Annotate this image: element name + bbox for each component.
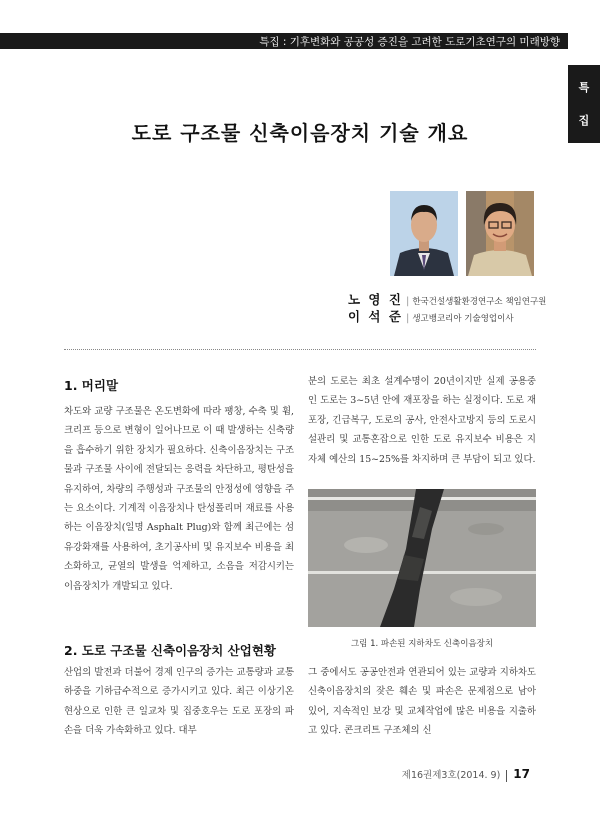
right-paragraph-2: 그 중에서도 공공안전과 연관되어 있는 교량과 지하차도 신축이음장치의 잦은 훼손 및 파손은 문제점으로 남아 있어, 지속적인 보강 및 교체작업에 많은 비용을 지출하고 있다. 콘크리트 구조체의 신 [308, 667, 536, 737]
section-1-body [64, 402, 294, 596]
dotted-divider [64, 349, 536, 350]
running-header-title: 특집 : 기후변화와 공공성 증진을 고려한 도로기초연구의 미래방향 [259, 36, 560, 48]
footer-divider [506, 770, 507, 782]
author-name: 이 석 준 [348, 309, 403, 324]
author-affiliation: 생고뱅코리아 기술영업이사 [412, 314, 514, 324]
figure-caption: 그림 1. 파손된 지하차도 신축이음장치 [350, 639, 494, 649]
section-heading-1: 1. 머리말 [64, 378, 119, 393]
author-line-2: 이 석 준 | 생고뱅코리아 기술영업이사 [348, 309, 514, 324]
author-affiliation: 한국건설생활환경연구소 책임연구원 [412, 297, 547, 307]
issue-label: 제16권제3호(2014. 9) [401, 770, 501, 781]
page-footer [402, 767, 530, 782]
section-2-paragraph: 산업의 발전과 더불어 경제 인구의 증가는 교통량과 교통하중을 기하급수적으로 증가시키고 있다. 최근 이상기온 현상으로 인한 큰 일교차 및 집중호우는 도로 포장의 파손을 더욱 가속화하고 있다. 대부 [64, 667, 294, 737]
author-photo-2 [466, 191, 534, 276]
section-heading-2: 2. 도로 구조물 신축이음장치 산업현황 [64, 643, 276, 658]
author-line-1: 노 영 진 | 한국건설생활환경연구소 책임연구원 [348, 292, 547, 307]
side-tab-char-2: 집 [578, 114, 590, 127]
author-photo-1 [390, 191, 458, 276]
author-name: 노 영 진 [348, 292, 403, 307]
side-tab-char-1: 특 [578, 81, 590, 94]
running-header-bar [0, 33, 568, 49]
right-column-body-1 [308, 372, 536, 469]
page-number: 17 [513, 767, 530, 781]
figure-damaged-expansion-joint [308, 489, 536, 627]
section-1-paragraph: 차도와 교량 구조물은 온도변화에 따라 팽창, 수축 및 휨, 크리프 등으로 변형이 일어나므로 이 때 발생하는 신축량을 흡수하기 위한 장치가 필요하다. 신축이음장치는 구조물과 구조물 사이에 전달되는 응력을 차단하고, 평탄성을 유지하여, 차량의 주행성과 구조물의 안정성에 영향을 주는 요소이다. 기계적 이음장치나 탄성폴리머 재료를 사용하는 이음장치(일명 Asphalt Plug)와 함께 최근에는 섬유강화재를 사용하여, 초기공사비 및 유지보수 비용을 최소화하고, 균열의 발생을 억제하고, 소음을 저감시키는 이음장치가 개발되고 있다. [64, 406, 294, 592]
right-paragraph-1: 분의 도로는 최초 설계수명이 20년이지만 실제 공용중인 도로는 3~5년 안에 재포장을 하는 실정이다. 도로 재포장, 긴급복구, 도로의 공사, 안전사고방지 등의 도로시설관리 및 교통혼잡으로 인한 도로 유지보수 비용은 지자체 예산의 15~25%를 차지하며 큰 부담이 되고 있다. [308, 376, 536, 465]
section-2-body [64, 663, 294, 741]
article-title: 도로 구조물 신축이음장치 기술 개요 [131, 121, 469, 145]
right-column-body-2 [308, 663, 536, 741]
